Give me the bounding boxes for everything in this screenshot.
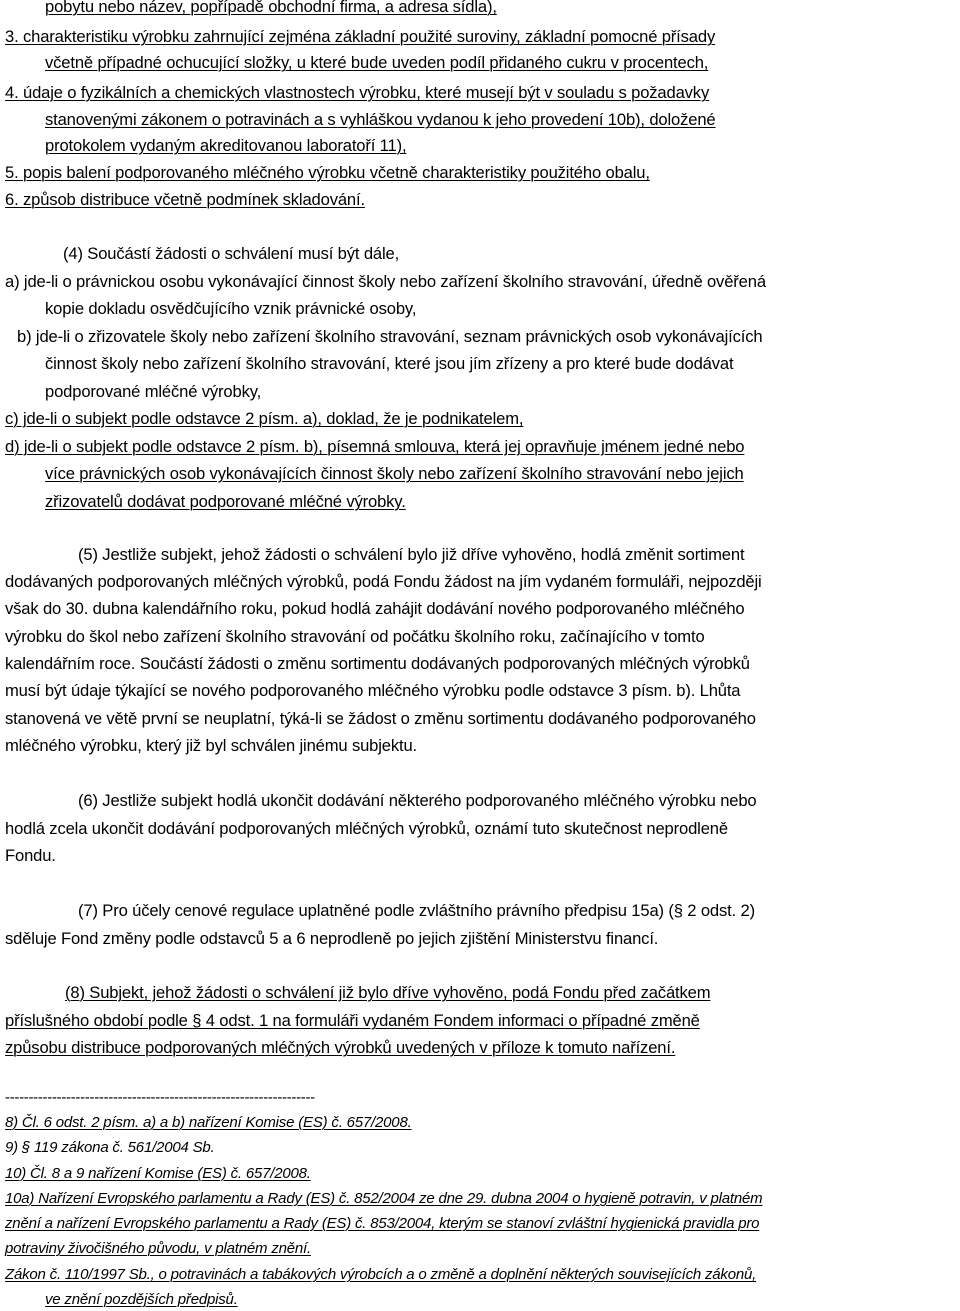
footnote-10a-line-3: potraviny živočišného původu, v platném znění. (5, 1240, 311, 1257)
para-5-line-2: dodávaných podporovaných mléčných výrobků, podá Fondu žádost na jím vydaném formuláři, nejpozději (5, 572, 762, 591)
para-5-line-1: (5) Jestliže subjekt, jehož žádosti o schválení bylo již dříve vyhověno, hodlá změnit sortiment (78, 545, 745, 564)
footnote-separator: ------------------------------------------------------------------ (5, 1089, 315, 1106)
para-7-line-2: sděluje Fond změny podle odstavců 5 a 6 neprodleně po jejich zjištění Ministerstvu financí. (5, 929, 659, 948)
para-6-line-2: hodlá zcela ukončit dodávání podporovaných mléčných výrobků, oznámí tuto skutečnost neprodleně (5, 819, 728, 838)
para-4-item-d-line-2: více právnických osob vykonávajících činnost školy nebo zařízení školního stravování nebo jejich (45, 464, 744, 483)
para-6-line-3: Fondu. (5, 846, 56, 865)
item-3-line-1: 3. charakteristiku výrobku zahrnující zejména základní použité suroviny, základní pomocné přísady (5, 27, 716, 46)
para-4-intro: (4) Součástí žádosti o schválení musí být dále, (63, 244, 400, 263)
para-5-line-4: výrobku do škol nebo zařízení školního stravování od počátku školního roku, začínajícího v tomto (5, 627, 705, 646)
para-5-line-6: musí být údaje týkající se nového podporovaného mléčného výrobku podle odstavce 3 písm. b). Lhůta (5, 681, 741, 700)
item-2-continuation: pobytu nebo název, popřípadě obchodní firma, a adresa sídla), (45, 0, 497, 16)
footnote-zakon-line-1: Zákon č. 110/1997 Sb., o potravinách a tabákových výrobcích a o změně a doplnění některých souvisejících zákonů, (5, 1266, 757, 1283)
item-4-line-3: protokolem vydaným akreditovanou laboratoří 11), (45, 136, 407, 155)
para-5-line-7: stanovená ve větě první se neuplatní, týká-li se žádost o změnu sortimentu dodávaného podporovaného (5, 709, 756, 728)
footnote-10a-line-2: znění a nařízení Evropského parlamentu a Rady (ES) č. 853/2004, kterým se stanoví zvláštní hygienická pravidla pro (5, 1215, 760, 1232)
item-3-line-2: včetně případné ochucující složky, u které bude uveden podíl přidaného cukru v procentech, (45, 53, 709, 72)
item-4-line-1: 4. údaje o fyzikálních a chemických vlastnostech výrobku, které musejí být v souladu s požadavky (5, 83, 710, 102)
item-6: 6. způsob distribuce včetně podmínek skladování. (5, 190, 365, 209)
para-5-line-3: však do 30. dubna kalendářního roku, pokud hodlá zahájit dodávání nového podporovaného mléčného (5, 599, 745, 618)
para-4-item-b-line-3: podporované mléčné výrobky, (45, 382, 262, 401)
footnote-9: 9) § 119 zákona č. 561/2004 Sb. (5, 1139, 215, 1156)
para-4-item-c: c) jde-li o subjekt podle odstavce 2 písm. a), doklad, že je podnikatelem, (5, 409, 524, 428)
footnote-10a-line-1: 10a) Nařízení Evropského parlamentu a Rady (ES) č. 852/2004 ze dne 29. dubna 2004 o hygieně potravin, v platném (5, 1190, 763, 1207)
footnote-zakon-line-2: ve znění pozdějších předpisů. (45, 1291, 238, 1308)
para-5-line-5: kalendářním roce. Součástí žádosti o změnu sortimentu dodávaných podporovaných mléčných výrobků (5, 654, 750, 673)
para-4-item-b-line-2: činnost školy nebo zařízení školního stravování, které jsou jím zřízeny a pro které bude dodávat (45, 354, 734, 373)
para-4-item-d-line-3: zřizovatelů dodávat podporované mléčné výrobky. (45, 492, 406, 511)
item-5: 5. popis balení podporovaného mléčného výrobku včetně charakteristiky použitého obalu, (5, 163, 650, 182)
footnote-10: 10) Čl. 8 a 9 nařízení Komise (ES) č. 657/2008. (5, 1165, 311, 1182)
para-6-line-1: (6) Jestliže subjekt hodlá ukončit dodávání některého podporovaného mléčného výrobku nebo (78, 791, 757, 810)
para-7-line-1: (7) Pro účely cenové regulace uplatněné podle zvláštního právního předpisu 15a) (§ 2 odst. 2) (78, 901, 755, 920)
para-8-line-3: způsobu distribuce podporovaných mléčných výrobků uvedených v příloze k tomuto nařízení. (5, 1038, 676, 1057)
footnote-8: 8) Čl. 6 odst. 2 písm. a) a b) nařízení Komise (ES) č. 657/2008. (5, 1114, 412, 1131)
para-4-item-a-line-2: kopie dokladu osvědčujícího vznik právnické osoby, (45, 299, 417, 318)
para-8-line-1: (8) Subjekt, jehož žádosti o schválení již bylo dříve vyhověno, podá Fondu před začátkem (65, 983, 711, 1002)
para-5-line-8: mléčného výrobku, který již byl schválen jinému subjektu. (5, 736, 418, 755)
para-4-item-a-line-1: a) jde-li o právnickou osobu vykonávající činnost školy nebo zařízení školního stravování, úředně ověřená (5, 272, 766, 291)
para-4-item-d-line-1: d) jde-li o subjekt podle odstavce 2 písm. b), písemná smlouva, která jej opravňuje jménem jedné nebo (5, 437, 745, 456)
para-4-item-b-line-1: b) jde-li o zřizovatele školy nebo zařízení školního stravování, seznam právnických osob vykonávajících (17, 327, 763, 346)
para-8-line-2: příslušného období podle § 4 odst. 1 na formuláři vydaném Fondem informaci o případné změně (5, 1011, 700, 1030)
item-4-line-2: stanovenými zákonem o potravinách a s vyhláškou vydanou k jeho provedení 10b), doložené (45, 110, 716, 129)
